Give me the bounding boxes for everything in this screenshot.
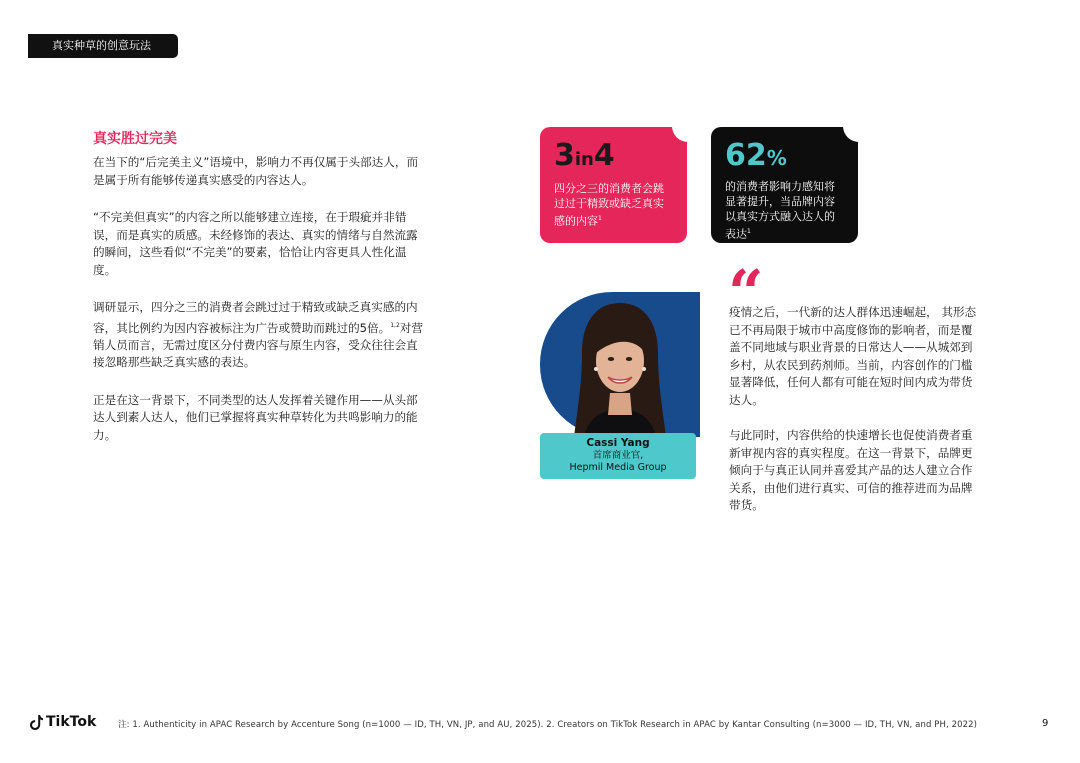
stat-number: 62 [725,138,767,173]
section-title: 真实胜过完美 [93,131,177,147]
paragraph-3 [93,299,423,372]
stat-sup: 1 [747,228,751,235]
tiktok-note-icon [30,715,43,730]
speaker-title: 首席商业官, [592,450,644,461]
speaker-company: Hepmil Media Group [569,462,667,473]
portrait-photo [570,297,670,437]
paragraph-4: 正是在这一背景下，不同类型的达人发挥着关键作用——从头部达人到素人达人，他们已掌握将真实种草转化为共鸣影响力的能力。 [93,392,418,442]
stat-desc-text: 的消费者影响力感知将显著提升，当品牌内容以真实方式融入达人的表达 [725,180,835,241]
page-number: 9 [1042,718,1049,729]
body-text [93,154,423,464]
citation-sup: 1,2 [390,321,400,329]
speaker-name: Cassi Yang [586,437,650,449]
stat-number: 3 [554,138,575,173]
stat-description [725,179,844,242]
stat-description [554,181,673,229]
quote-paragraph-1: 疫情之后，一代新的达人群体迅速崛起， 其形态已不再局限于城市中高度修饰的影响者，而是覆盖不同地域与职业背景的日常达人——从城郊到乡村，从农民到药剂师。当前，内容创作的门槛显著降低，任何人都有可能在短时间内成为带货达人。 [729,305,977,407]
paragraph-1: 在当下的“后完美主义”语境中，影响力不再仅属于头部达人，而是属于所有能够传递真实感受的内容达人。 [93,155,419,187]
quote-mark-icon: “ [728,256,764,329]
stat-value [554,139,673,177]
speaker-name-card [540,433,696,479]
stat-sup: 1 [598,215,602,222]
stat-unit: % [766,146,787,170]
section-tag: 真实种草的创意玩法 [28,34,178,58]
footnote: 注: 1. Authenticity in APAC Research by Accenture Song (n=1000 — ID, TH, VN, JP, and AU, 2025). 2. Creators on TikTok Research in APAC by Kantar Consulting (n=3000 — ID, TH, VN, and PH, 2022) [118,720,978,730]
quote-text [729,304,984,533]
paragraph-3-part-1: 调研显示，四分之三的消费者会跳过过于精致或缺乏真实感的内容，其比例约为因内容被标注为广告或赞助而跳过的5倍。 [93,300,418,335]
stat-number-2: 4 [593,138,615,173]
logo-wordmark: TikTok [46,714,97,730]
speaker-portrait [540,292,700,482]
stat-card-3in4 [540,127,687,243]
quote-paragraph-2: 与此同时，内容供给的快速增长也促使消费者重新审视内容的真实程度。在这一背景下，品牌更倾向于与真正认同并喜爱其产品的达人建立合作关系，由他们进行真实、可信的推荐进而为品牌带货。 [729,428,973,512]
paragraph-3-part-2: 对营销人员而言，无需过度区分付费内容与原生内容，受众往往会直接忽略那些缺乏真实感的表达。 [93,320,423,370]
stat-desc-text: 四分之三的消费者会跳过过于精致或缺乏真实感的内容 [554,182,664,228]
stat-connector: in [574,149,594,170]
stat-card-62pct [711,127,858,243]
stat-value [725,139,844,175]
tiktok-logo [30,714,96,730]
paragraph-2: “不完美但真实”的内容之所以能够建立连接，在于瑕疵并非错误，而是真实的质感。未经修饰的表达、真实的情绪与自然流露的瞬间，这些看似“不完美”的要素，恰恰让内容更具人性化温度。 [93,210,418,277]
